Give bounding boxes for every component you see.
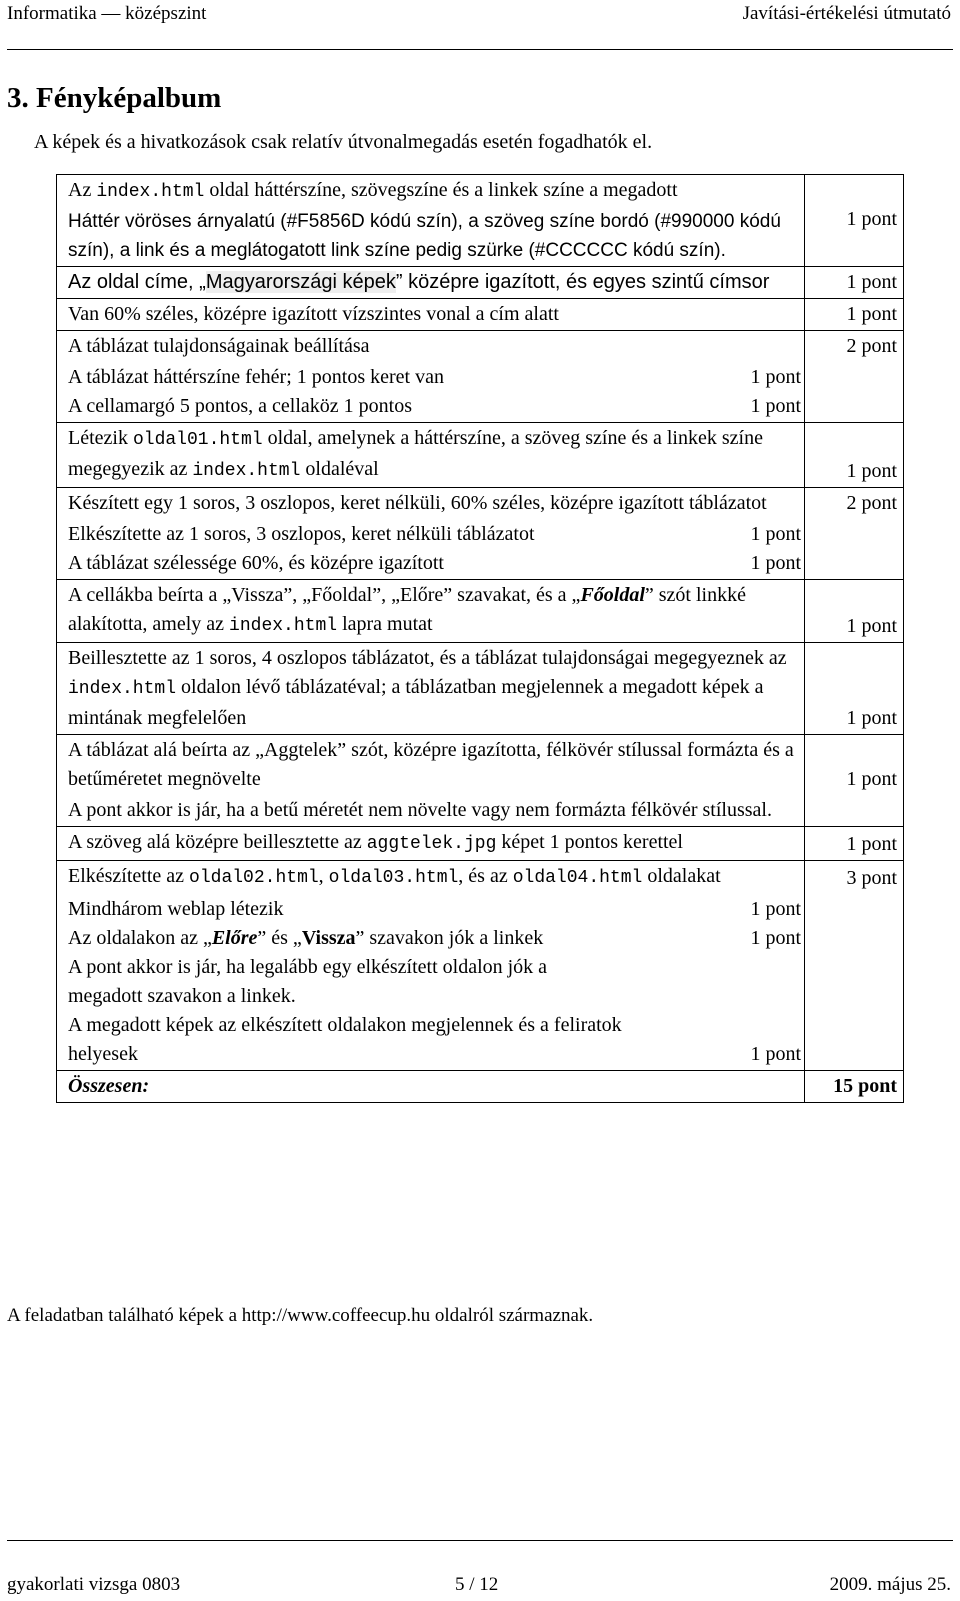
criterion-cell: Az index.html oldal háttérszíne, szövegszíne és a linkek színe a megadott Háttér vöröses árnyalatú (#F5856D kódú szín), a szöveg színe bordó (#990000 kódú szín), a link és a meglátogatott link színe pedig szürke (#CCCCCC kódú szín). <box>57 175 805 267</box>
table-row <box>57 267 904 299</box>
points-cell: 1 pont <box>805 827 904 861</box>
table-row <box>57 643 904 735</box>
points-cell: 1 pont <box>805 580 904 643</box>
points-cell: 1 pont <box>805 643 904 735</box>
points-cell: 2 pont <box>805 331 904 363</box>
points-cell-empty <box>805 894 904 1071</box>
header-divider <box>7 49 953 50</box>
table-row <box>57 362 904 423</box>
points-cell: 3 pont <box>805 861 904 895</box>
points-cell: 1 pont <box>805 299 904 331</box>
points-cell: 1 pont <box>805 423 904 488</box>
table-row <box>57 175 904 267</box>
table-row <box>57 299 904 331</box>
footer-divider <box>7 1540 953 1541</box>
total-points: 15 pont <box>805 1071 904 1103</box>
points-cell: 1 pont <box>805 175 904 267</box>
table-row <box>57 795 904 827</box>
sub-criteria: Elkészítette az 1 soros, 3 oszlopos, keret nélküli táblázatot 1 pont A táblázat szélessége 60%, és középre igazított 1 pont <box>57 519 805 580</box>
points-cell: 1 pont <box>805 267 904 299</box>
page-header <box>0 0 960 30</box>
criterion-cell: Az oldal címe, „Magyarországi képek” középre igazított, és egyes szintű címsor <box>57 267 805 299</box>
scoring-table <box>56 174 904 1103</box>
criterion-cell: A táblázat tulajdonságainak beállítása <box>57 331 805 363</box>
criterion-cell: A táblázat alá beírta az „Aggtelek” szót, középre igazította, félkövér stílussal formázta és a betűméretet megnövelte <box>57 735 805 796</box>
sub-criteria: Mindhárom weblap létezik 1 pont Az oldalakon az „Előre” és „Vissza” szavakon jók a linkek 1 pont A pont akkor is jár, ha legalább egy elkészített oldalon jók a megadott szavakon a linkek. A megadott képek az elkészített oldalakon megjelennek és a feliratok helyesek 1 pont <box>57 894 805 1071</box>
header-doc-type: Javítási-értékelési útmutató <box>742 3 951 24</box>
criterion-cell: Beillesztette az 1 soros, 4 oszlopos táblázatot, és a táblázat tulajdonságai megegyeznek az index.html oldalon lévő táblázatéval; a táblázatban megjelennek a megadott képek a mintának megfelelően <box>57 643 805 735</box>
points-cell-empty <box>805 362 904 423</box>
table-row <box>57 488 904 520</box>
criterion-cell: Van 60% széles, középre igazított vízszintes vonal a cím alatt <box>57 299 805 331</box>
table-row <box>57 423 904 488</box>
criterion-cell: Készített egy 1 soros, 3 oszlopos, keret nélküli, 60% széles, középre igazított táblázatot <box>57 488 805 520</box>
section-intro: A képek és a hivatkozások csak relatív útvonalmegadás esetén fogadhatók el. <box>34 131 653 153</box>
source-note: A feladatban található képek a http://www.coffeecup.hu oldalról származnak. <box>7 1305 594 1326</box>
criterion-cell: Létezik oldal01.html oldal, amelynek a háttérszíne, a szöveg színe és a linkek színe megegyezik az index.html oldaléval <box>57 423 805 488</box>
points-cell: 1 pont <box>805 735 904 796</box>
footer-exam: gyakorlati vizsga 0803 <box>7 1574 181 1595</box>
table-row <box>57 894 904 1071</box>
points-cell-empty <box>805 795 904 827</box>
table-row <box>57 735 904 796</box>
points-cell-empty <box>805 519 904 580</box>
header-subject: Informatika — középszint <box>7 3 207 24</box>
table-row <box>57 861 904 895</box>
points-cell: 2 pont <box>805 488 904 520</box>
criterion-cell: A cellákba beírta a „Vissza”, „Főoldal”, „Előre” szavakat, és a „Főoldal” szót linkké alakította, amely az index.html lapra mutat <box>57 580 805 643</box>
footer-page-number: 5 / 12 <box>455 1574 499 1595</box>
criterion-cell: Elkészítette az oldal02.html, oldal03.html, és az oldal04.html oldalakat <box>57 861 805 895</box>
criterion-note: A pont akkor is jár, ha a betű méretét nem növelte vagy nem formázta félkövér stílussal. <box>57 795 805 827</box>
table-row <box>57 519 904 580</box>
criterion-note: Háttér vöröses árnyalatú (#F5856D kódú szín), a szöveg színe bordó (#990000 kódú szín), a link és a meglátogatott link színe pedig szürke (#CCCCCC kódú szín). <box>68 211 781 261</box>
table-row <box>57 331 904 363</box>
table-row-total <box>57 1071 904 1103</box>
sub-criteria: A táblázat háttérszíne fehér; 1 pontos keret van 1 pont A cellamargó 5 pontos, a cellaköz 1 pontos 1 pont <box>57 362 805 423</box>
criterion-cell: A szöveg alá középre beillesztette az aggtelek.jpg képet 1 pontos kerettel <box>57 827 805 861</box>
footer-date: 2009. május 25. <box>829 1574 951 1595</box>
table-row <box>57 827 904 861</box>
total-label: Összesen: <box>57 1071 805 1103</box>
section-title: 3. Fényképalbum <box>7 82 222 114</box>
table-row <box>57 580 904 643</box>
